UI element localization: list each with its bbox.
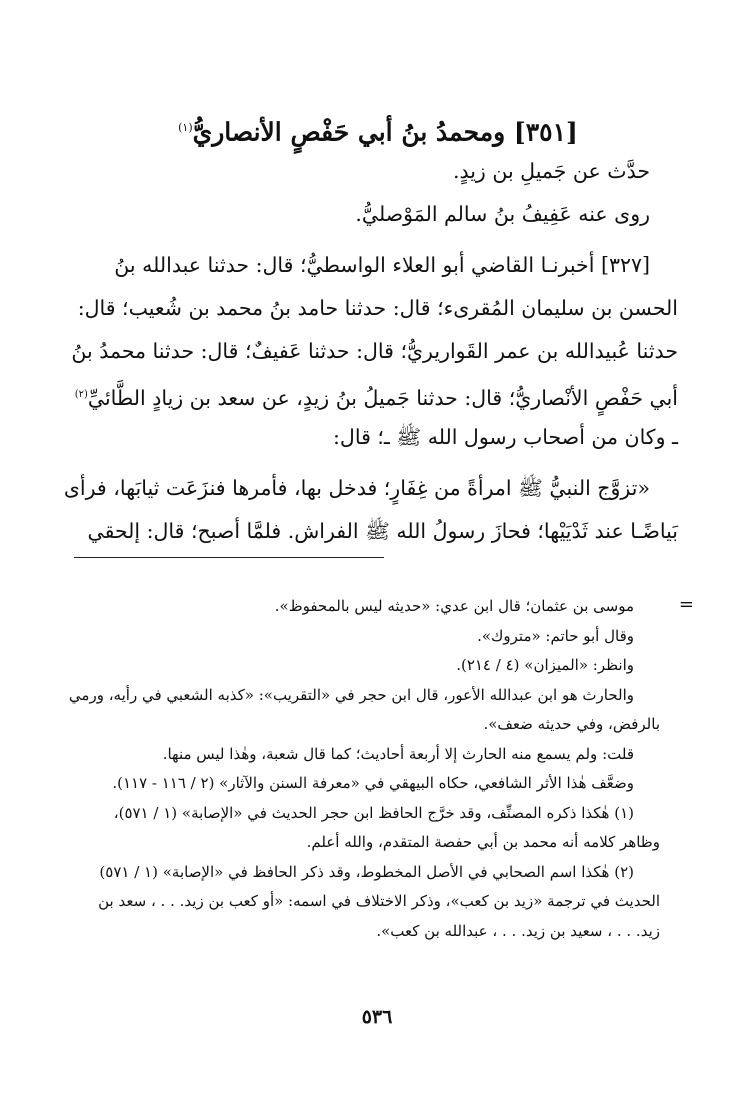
footnote-line: بالرفض، وفي حديثه ضعف». <box>483 715 660 733</box>
footnote-line: زيد. . . ، سعيد بن زيد. . . ، عبدالله بن كعب». <box>376 921 660 940</box>
footnote-line: قلت: ولم يسمع منه الحارث إلا أربعة أحاديث؛ كما قال شعبة، وهٰذا ليس منها. <box>162 744 634 763</box>
hadith-line: «تزوَّج النبيُّ ﷺ امرأةً من غِفَارٍ؛ فدخل بها، فأمرها فنزَعَت ثيابَها، فرأى <box>63 476 650 500</box>
footnote-line: وانظر: «الميزان» (٤ / ٢١٤). <box>456 656 634 674</box>
narration-line: [٣٢٧] أخبرنـا القاضي أبو العلاء الواسطيُّ؛ قال: حدثنا عبدالله بنُ <box>114 253 650 277</box>
footnote-line: وضعَّف هٰذا الأثر الشافعي، حكاه البيهقي في «معرفة السنن والآثار» (٢ / ١١٦ - ١١٧). <box>112 774 634 792</box>
footnote-line: وقال أبو حاتم: «متروك». <box>477 626 634 645</box>
footnote-1: (١) هٰكذا ذكره المصنِّف، وقد خرَّج الحافظ ابن حجر الحديث في «الإصابة» (١ / ٥٧١)، <box>113 803 634 822</box>
narration-line: أبي حَفْصٍ الأنْصاريُّ؛ قال: حدثنا جَميلُ بنُ زيدٍ، عن سعد بن زيادٍ الطَّائيِّ$^{(٢)}$ <box>74 385 678 410</box>
narration-line: الحسن بن سليمان المُقرىء؛ قال: حدثنا حامد بنُ محمد بن شُعيب؛ قال: <box>77 296 678 320</box>
title-footnote-ref: (١) <box>178 121 193 134</box>
intro-line: روى عنه عَفِيفُ بنُ سالم المَوْصليُّ. <box>355 202 650 226</box>
footnote-2: (٢) هٰكذا اسم الصحابي في الأصل المخطوط، وقد ذكر الحافظ في «الإصابة» (١ / ٥٧١) <box>99 862 634 881</box>
page-number: ٥٣٦ <box>361 1006 393 1028</box>
footnote-divider <box>74 557 384 558</box>
footnote-line: موسى بن عثمان؛ قال ابن عدي: «حديثه ليس بالمحفوظ». <box>274 597 634 615</box>
main-text <box>63 106 678 553</box>
continuation-mark: = <box>678 594 694 615</box>
hadith-line: بَياضًـا عند ثَدْيَيْها؛ فحازَ رسولُ الله ﷺ الفراش. فلمَّا أصبح؛ قال: إلحقي <box>87 519 678 543</box>
footnote-line: والحارث هو ابن عبدالله الأعور، قال ابن حجر في «التقريب»: «كذبه الشعبي في رأيه، ورمي <box>68 685 634 704</box>
footnotes <box>68 592 660 946</box>
narration-line: ـ وكان من أصحاب رسول الله ﷺ ـ؛ قال: <box>333 425 678 449</box>
intro-line: حدَّث عن جَميلِ بن زيدٍ. <box>452 159 650 183</box>
footnote-line: وظاهر كلامه أنه محمد بن أبي حفصة المتقدم، والله أعلم. <box>306 833 660 851</box>
narration-line: حدثنا عُبيدالله بن عمر القَواريريُّ؛ قال: حدثنا عَفيفٌ؛ قال: حدثنا محمدُ بنُ <box>71 339 678 363</box>
entry-title: [٣٥١] ومحمدُ بنُ أبي حَفْصٍ الأنصاريُّ$^{(١)}$ <box>178 117 578 147</box>
footnote-line: الحديث في ترجمة «زيد بن كعب»، وذكر الاختلاف في اسمه: «أو كعب بن زيد. . . ، سعد بن <box>98 892 660 910</box>
narration-footnote-ref: (٢) <box>74 389 88 400</box>
